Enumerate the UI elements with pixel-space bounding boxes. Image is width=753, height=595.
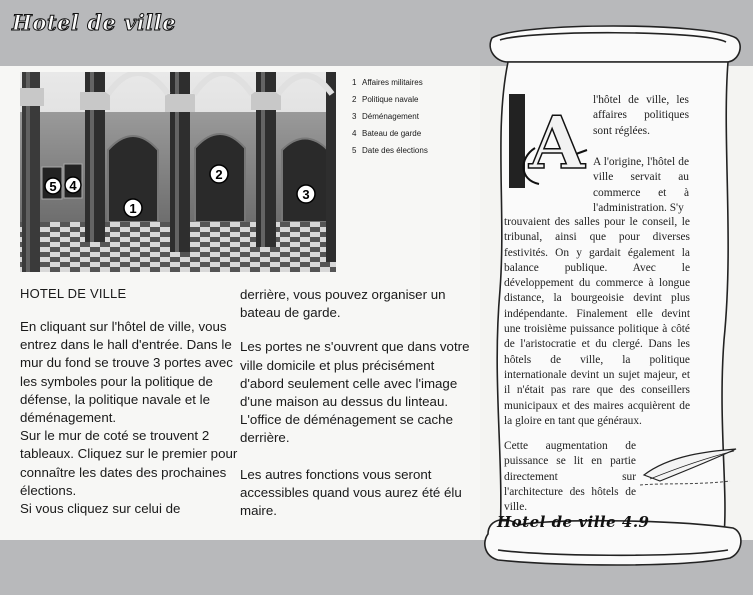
marker-5	[45, 178, 61, 194]
quill-illustration	[640, 445, 740, 491]
town-hall-hall-image	[20, 72, 336, 272]
marker-3	[297, 185, 315, 203]
svg-text:1: 1	[129, 201, 137, 216]
legend-item: 1 Affaires militaires	[352, 78, 423, 87]
scroll-text-intro: l'hôtel de ville, les affaires politiques sont réglées.	[593, 94, 689, 137]
marker-1	[124, 199, 142, 217]
scroll-text-architecture: Cette augmentation de puissance se lit en partie directement sur l'architecture des hôtels de ville.	[504, 440, 636, 514]
marker-2	[210, 165, 228, 183]
paragraph: Si vous cliquez sur celui de	[20, 501, 181, 517]
svg-text:3: 3	[302, 187, 310, 202]
paragraph: Sur le mur de coté se trouvent 2 tableaux. Cliquez sur le premier pour connaître les dates des prochaines élections.	[20, 428, 238, 498]
scroll-text-origin: A l'origine, l'hôtel de ville servait au commerce et à l'administration. S'y	[593, 156, 689, 214]
paragraph: Les portes ne s'ouvrent que dans votre ville domicile et plus précisément d'abord seulement celle avec l'image d'une maison au dessus du linteau. L'office de déménagement se cache derrière.	[240, 339, 470, 446]
paragraph: En cliquant sur l'hôtel de ville, vous entrez dans le hall d'entrée. Dans le mur du fond se trouve 3 portes avec les symboles pour la politique de défense, la politique navale et le déménagement.	[20, 319, 233, 426]
page-header-title: Hotel de ville	[12, 10, 177, 35]
marker-4	[65, 177, 81, 193]
paragraph: derrière, vous pouvez organiser un bateau de garde.	[240, 287, 446, 321]
scroll-text-history: trouvaient des salles pour le conseil, le tribunal, ainsi que pour diverses festivités. On y gardait également la balance publique. Avec le développement du commerce à longue distance, la bourgeoisie devint plus indépendante. Finalement elle devint une troisième puissance politique à côté de l'aristocratie et du clergé. Dans les hôtels de ville, la politique internationale devint un sujet majeur, et il n'était pas rare que des conseillers municipaux et des maires acquièrent de la gloire en tant que généraux.	[504, 216, 690, 427]
page-footer-title: Hotel de ville 4.9	[497, 513, 650, 531]
svg-text:4: 4	[69, 178, 77, 193]
svg-text:A: A	[529, 100, 585, 185]
body-column-right	[240, 286, 470, 520]
paragraph: Les autres fonctions vous seront accessibles quand vous aurez été élu maire.	[240, 466, 462, 519]
svg-text:5: 5	[49, 179, 57, 194]
body-column-left	[20, 318, 250, 518]
image-legend	[352, 74, 472, 159]
section-heading: HOTEL DE VILLE	[20, 286, 127, 301]
legend-item: 3 Déménagement	[352, 112, 419, 121]
dropcap-decoration	[505, 88, 589, 200]
svg-text:2: 2	[215, 167, 223, 182]
legend-item: 2 Politique navale	[352, 95, 419, 104]
legend-item: 4 Bateau de garde	[352, 129, 422, 138]
legend-item: 5 Date des élections	[352, 146, 428, 155]
